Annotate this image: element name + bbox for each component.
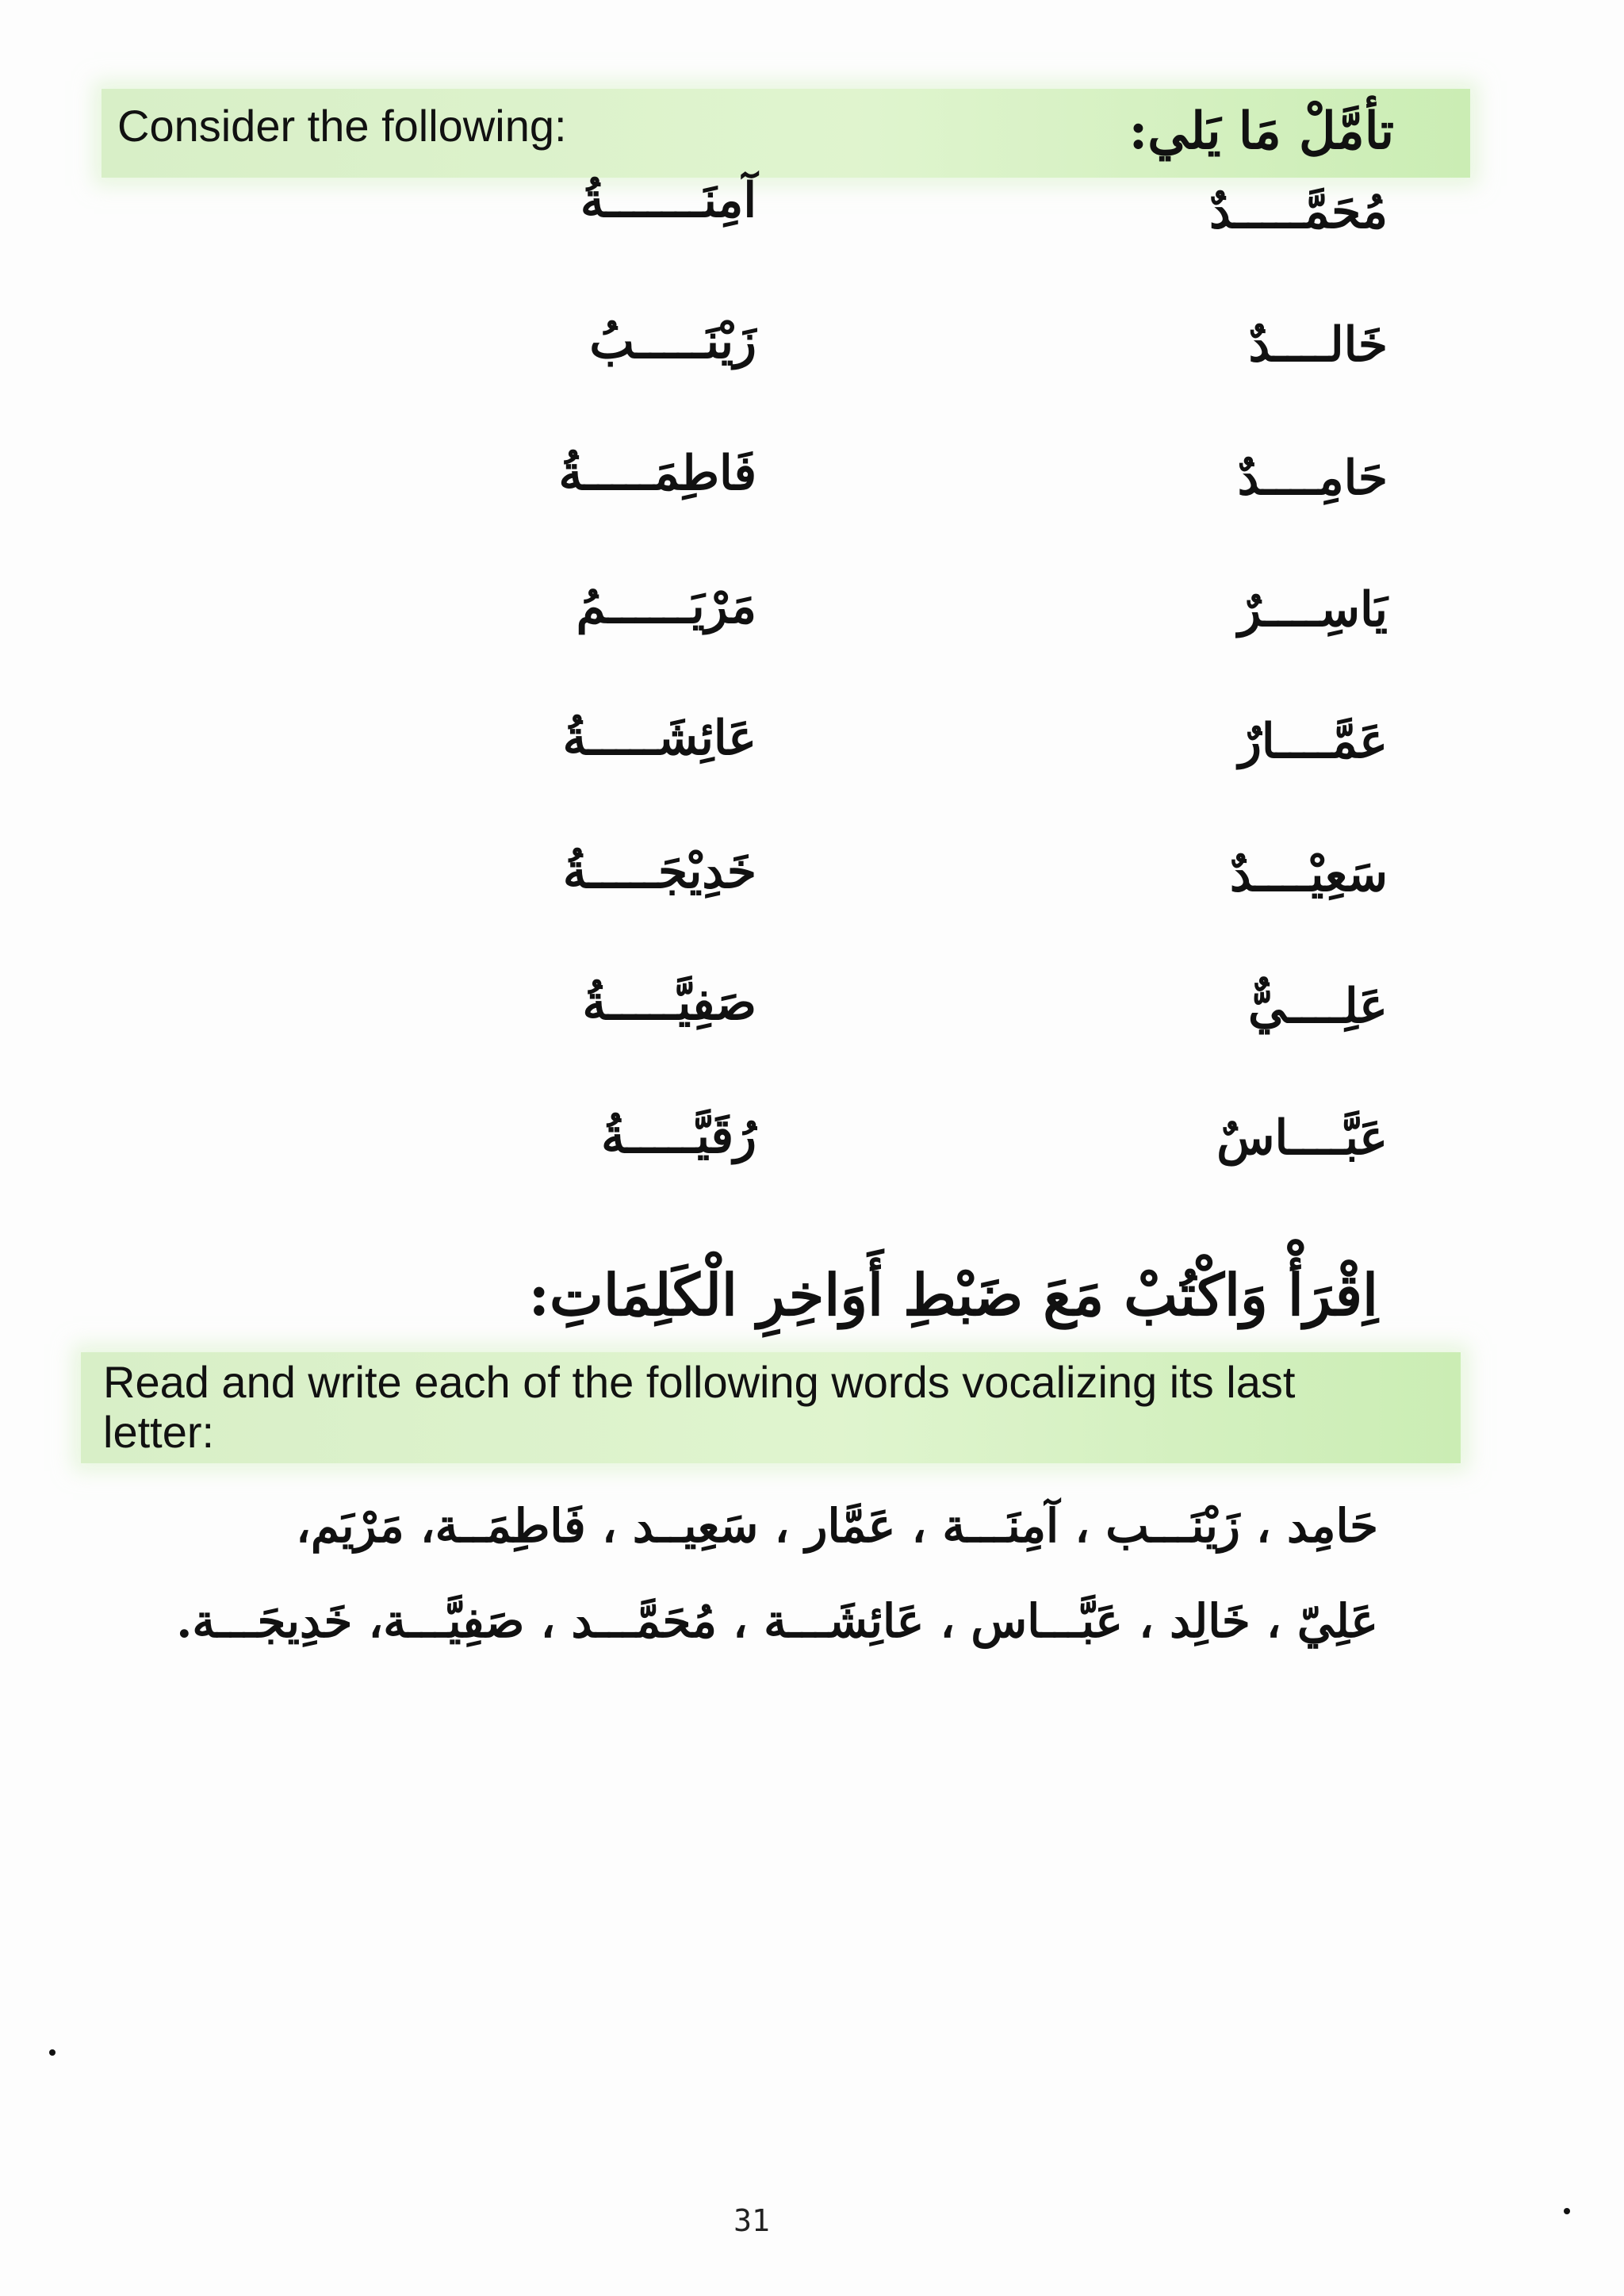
exercise-heading-ar: اِقْرَأْ وَاكْتُبْ مَعَ ضَبْطِ أَوَاخِرِ الْكَلِمَاتِ: — [528, 1261, 1378, 1328]
scan-speck — [49, 2049, 56, 2056]
name-item: عَمَّــــارٌ — [1238, 714, 1388, 769]
name-item: مُحَمَّـــــدٌ — [1209, 184, 1388, 240]
scan-speck — [1564, 2208, 1570, 2214]
name-item: فَاطِمَـــــةُ — [558, 446, 756, 501]
name-item: آمِنَـــــــةُ — [580, 173, 756, 228]
consider-heading-ar: تأمَّلْ مَا يَلي: — [1128, 102, 1394, 161]
female-names-column — [423, 167, 756, 1198]
name-item: سَعِيْــــدٌ — [1229, 847, 1388, 903]
consider-heading-en: Consider the following: — [117, 101, 567, 151]
name-item: خَدِيْجَـــــةُ — [562, 844, 756, 899]
name-item: يَاسِــــرٌ — [1238, 582, 1388, 638]
exercise-words-line-1: حَامِد ، زَيْنَـــب ، آمِنَـــة ، عَمَّار ، سَعِيــد ، فَاطِمَــة، مَرْيَم، — [296, 1499, 1378, 1553]
name-item: خَالــــدٌ — [1248, 317, 1388, 373]
name-item: صَفِيَّـــــةُ — [582, 976, 756, 1031]
name-item: رُقَيَّـــــةُ — [601, 1109, 756, 1164]
exercise-words-line-2: عَلِيّ ، خَالِد ، عَبَّـــاس ، عَائِشَـــة ، مُحَمَّـــد ، صَفِيَّـــة، خَدِيجَـــة. — [176, 1594, 1378, 1648]
page-number: 31 — [733, 2203, 770, 2238]
name-item: عَائِشَـــــةُ — [562, 711, 756, 766]
name-item: زَيْنَـــــبُ — [589, 314, 756, 370]
male-names-column — [1055, 184, 1388, 1215]
name-item: حَامِــــدٌ — [1237, 450, 1388, 506]
name-item: عَلِــــيٌّ — [1248, 979, 1388, 1034]
name-item: عَبَّــــاسٌ — [1216, 1110, 1388, 1166]
name-item: مَرْيَــــــمُ — [576, 579, 756, 634]
exercise-heading-en: Read and write each of the following words vocalizing its last letter: — [103, 1357, 1296, 1457]
